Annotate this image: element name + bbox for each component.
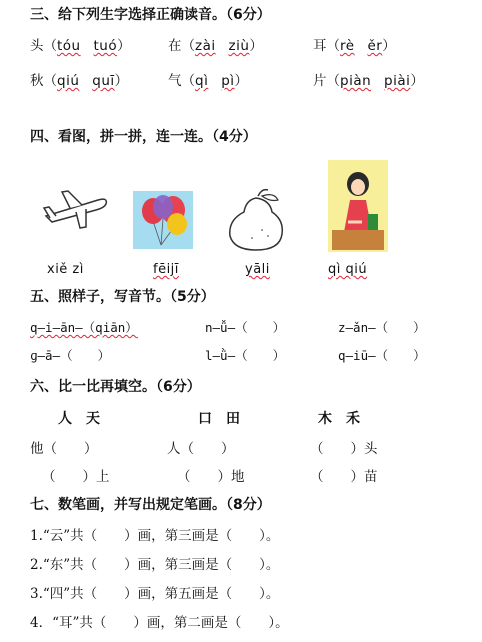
reading-item-qi: 气（qì pì） [168,73,249,89]
pinyin-option[interactable]: qiú [57,73,80,89]
syllable-exercise[interactable]: n—ǚ—（ ） [205,320,286,335]
reading-item-tou: 头（tóu tuó） [30,38,131,54]
reading-item-pian: 片（piàn piài） [313,73,424,89]
pinyin-option[interactable]: quī [92,73,115,89]
char-pair-3: 木 禾 [318,411,360,427]
pinyin-option[interactable]: tóu [57,38,81,54]
pinyin-option[interactable]: pì [221,73,235,89]
stroke-question[interactable]: 1.“云”共（ ）画，第三画是（ ）。 [30,528,280,544]
fill-blank[interactable]: （ ）上 [42,469,110,485]
pinyin-label-4: qì qiú [328,262,368,277]
section-7-heading: 七、数笔画，并写出规定笔画。（8分） [30,497,271,513]
fill-blank[interactable]: 人（ ） [167,441,235,457]
section-3-heading: 三、给下列生字选择正确读音。（6分） [30,7,271,23]
pear-icon [222,186,288,252]
fill-blank[interactable]: （ ）苗 [310,469,378,485]
syllable-exercise[interactable]: z—ǎn—（ ） [338,320,426,335]
fill-blank[interactable]: （ ）地 [177,469,245,485]
pinyin-option[interactable]: rè [340,38,355,54]
syllable-exercise[interactable]: ɡ—ā—（ ） [30,348,111,363]
section-4-heading: 四、看图，拼一拼，连一连。（4分） [30,129,257,145]
pinyin-option[interactable]: qì [195,73,209,89]
girl-writing-icon [328,160,388,252]
syllable-example: q—i—ān—（qiān） [30,320,138,335]
airplane-icon [40,186,112,232]
reading-item-zai: 在（zài ziù） [168,38,263,54]
pinyin-option[interactable]: tuó [93,38,118,54]
section-5-heading: 五、照样子，写音节。（5分） [30,289,215,305]
reading-item-er: 耳（rè ěr） [313,38,396,54]
fill-blank[interactable]: （ ）头 [310,441,378,457]
syllable-exercise[interactable]: l—ǜ—（ ） [205,348,286,363]
pinyin-option[interactable]: piàn [340,73,372,89]
stroke-question[interactable]: 3.“四”共（ ）画，第五画是（ ）。 [30,586,280,602]
pinyin-option[interactable]: ziù [228,38,250,54]
balloon-icon [133,191,193,249]
pinyin-option[interactable]: ěr [367,38,383,54]
section-6-heading: 六、比一比再填空。（6分） [30,379,201,395]
pinyin-option[interactable]: zài [195,38,216,54]
stroke-question[interactable]: 2.“东”共（ ）画，第三画是（ ）。 [30,557,280,573]
reading-item-qiu: 秋（qiú quī） [30,73,129,89]
pinyin-label-3: yāli [245,262,270,277]
fill-blank[interactable]: 他（ ） [30,441,98,457]
pinyin-label-1: xiě zì [47,262,84,277]
char-pair-1: 人 天 [58,411,100,427]
syllable-exercise[interactable]: q—iū—（ ） [338,348,426,363]
char-pair-2: 口 田 [198,411,240,427]
stroke-question[interactable]: 4．“耳”共（ ）画，第二画是（ ）。 [30,615,289,631]
pinyin-label-2: fēijī [153,262,179,277]
pinyin-option[interactable]: piài [384,73,411,89]
